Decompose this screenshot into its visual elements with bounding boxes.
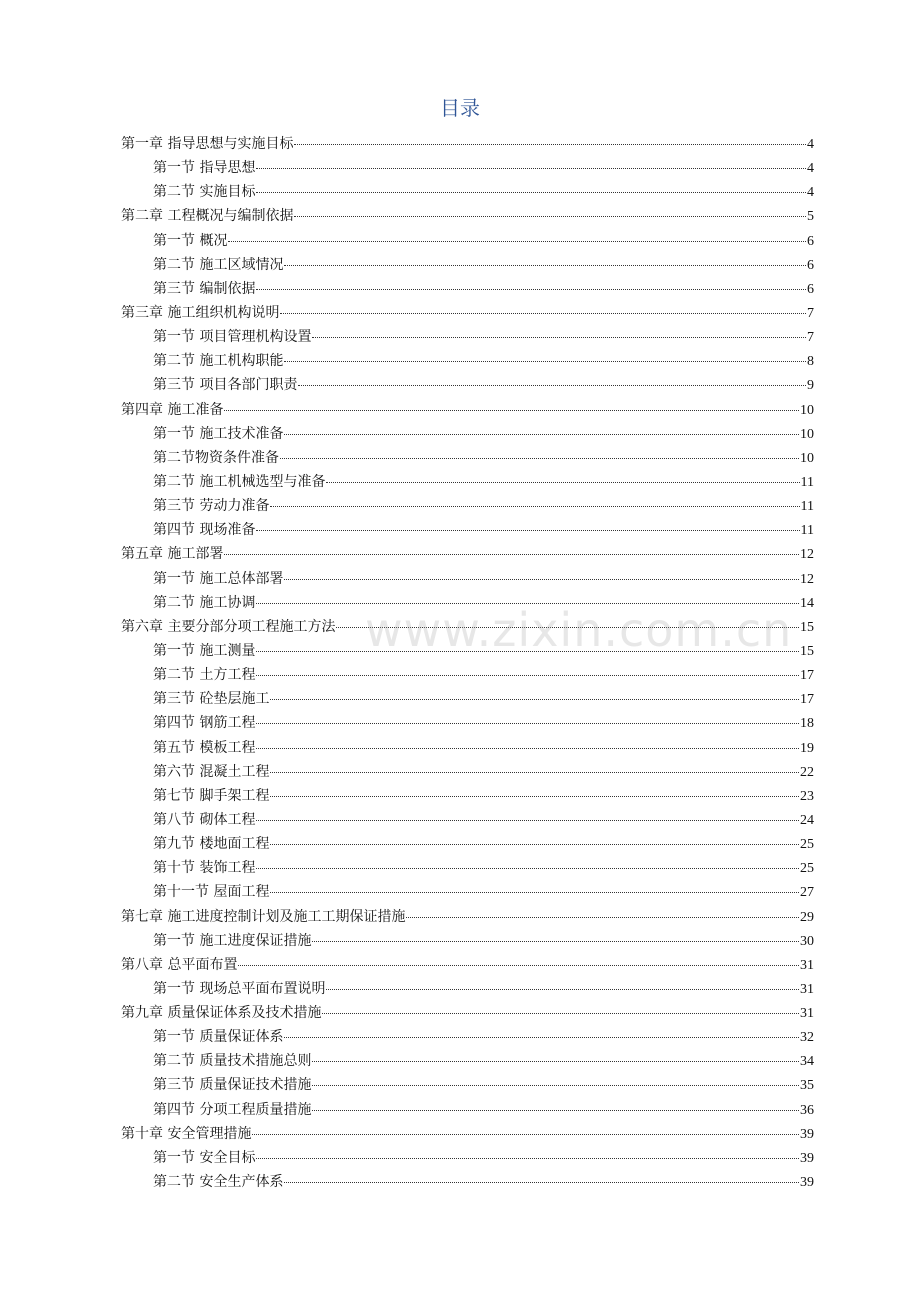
- toc-entry-label: 第四节 钢筋工程: [153, 715, 256, 732]
- toc-entry-label: 第十节 装饰工程: [153, 860, 256, 877]
- toc-entry-label: 第一节 施工总体部署: [153, 570, 284, 587]
- toc-chapter-entry[interactable]: [121, 1001, 814, 1025]
- toc-page-number: 31: [800, 1006, 814, 1022]
- toc-dot-leader: [256, 667, 799, 676]
- toc-page-number: 5: [807, 209, 814, 225]
- toc-section-entry[interactable]: [121, 253, 814, 277]
- toc-page-number: 12: [800, 571, 814, 587]
- toc-entry-label: 第五节 模板工程: [153, 739, 256, 756]
- toc-entry-label: 第一节 指导思想: [153, 160, 256, 177]
- toc-dot-leader: [406, 909, 799, 918]
- toc-section-entry[interactable]: [121, 180, 814, 204]
- toc-page-number: 14: [800, 595, 814, 611]
- toc-entry-label: 第九节 楼地面工程: [153, 836, 270, 853]
- toc-section-entry[interactable]: [121, 1049, 814, 1073]
- toc-entry-label: 第七节 脚手架工程: [153, 787, 270, 804]
- toc-dot-leader: [256, 740, 799, 749]
- toc-page-number: 35: [800, 1078, 814, 1094]
- toc-page-number: 4: [807, 161, 814, 177]
- toc-dot-leader: [326, 981, 799, 990]
- toc-section-entry[interactable]: [121, 856, 814, 880]
- toc-entry-label: 第一节 项目管理机构设置: [153, 329, 312, 346]
- toc-section-entry[interactable]: [121, 784, 814, 808]
- toc-dot-leader: [256, 812, 799, 821]
- toc-page-number: 10: [800, 426, 814, 442]
- toc-section-entry[interactable]: [121, 229, 814, 253]
- toc-dot-leader: [284, 257, 806, 266]
- toc-page-number: 39: [800, 1126, 814, 1142]
- toc-dot-leader: [270, 884, 799, 893]
- toc-section-entry[interactable]: [121, 470, 814, 494]
- toc-chapter-entry[interactable]: [121, 301, 814, 325]
- toc-dot-leader: [252, 1126, 799, 1135]
- toc-page-number: 15: [800, 643, 814, 659]
- toc-section-entry[interactable]: [121, 711, 814, 735]
- toc-page-number: 4: [807, 185, 814, 201]
- toc-entry-label: 第十章 安全管理措施: [121, 1125, 252, 1142]
- toc-dot-leader: [336, 619, 799, 628]
- toc-page-number: 24: [800, 812, 814, 828]
- toc-section-entry[interactable]: [121, 567, 814, 591]
- toc-page-number: 6: [807, 257, 814, 273]
- toc-page-number: 12: [800, 547, 814, 563]
- toc-page-number: 36: [800, 1102, 814, 1118]
- toc-dot-leader: [270, 498, 799, 507]
- table-of-contents: [121, 132, 814, 1194]
- toc-section-entry[interactable]: [121, 494, 814, 518]
- toc-dot-leader: [256, 595, 799, 604]
- toc-section-entry[interactable]: [121, 808, 814, 832]
- toc-section-entry[interactable]: [121, 832, 814, 856]
- toc-dot-leader: [322, 1005, 799, 1014]
- toc-section-entry[interactable]: [121, 663, 814, 687]
- toc-page-number: 8: [807, 354, 814, 370]
- toc-section-entry[interactable]: [121, 736, 814, 760]
- toc-section-entry[interactable]: [121, 518, 814, 542]
- toc-page-number: 39: [800, 1175, 814, 1191]
- toc-entry-label: 第二节 实施目标: [153, 184, 256, 201]
- toc-chapter-entry[interactable]: [121, 204, 814, 228]
- toc-entry-label: 第三节 砼垫层施工: [153, 691, 270, 708]
- toc-chapter-entry[interactable]: [121, 953, 814, 977]
- toc-chapter-entry[interactable]: [121, 615, 814, 639]
- toc-page-number: 15: [800, 619, 814, 635]
- toc-page-number: 30: [800, 933, 814, 949]
- toc-page-number: 32: [800, 1030, 814, 1046]
- toc-section-entry[interactable]: [121, 349, 814, 373]
- toc-entry-label: 第九章 质量保证体系及技术措施: [121, 1005, 322, 1022]
- toc-section-entry[interactable]: [121, 373, 814, 397]
- toc-dot-leader: [294, 136, 806, 145]
- watermark: www.zixin.com.cn: [365, 603, 793, 657]
- toc-dot-leader: [270, 691, 799, 700]
- toc-section-entry[interactable]: [121, 760, 814, 784]
- toc-dot-leader: [284, 353, 806, 362]
- toc-dot-leader: [238, 957, 799, 966]
- toc-chapter-entry[interactable]: [121, 398, 814, 422]
- toc-dot-leader: [256, 160, 806, 169]
- toc-page-number: 17: [800, 668, 814, 684]
- toc-entry-label: 第二节 质量技术措施总则: [153, 1053, 312, 1070]
- toc-page-number: 7: [807, 330, 814, 346]
- toc-page-number: 31: [800, 957, 814, 973]
- toc-section-entry[interactable]: [121, 1073, 814, 1097]
- toc-entry-label: 第八章 总平面布置: [121, 956, 238, 973]
- toc-section-entry[interactable]: [121, 325, 814, 349]
- toc-page-number: 22: [800, 764, 814, 780]
- toc-entry-label: 第二节 施工区域情况: [153, 256, 284, 273]
- toc-entry-label: 第六节 混凝土工程: [153, 763, 270, 780]
- toc-page-number: 23: [800, 788, 814, 804]
- toc-entry-label: 第三节 劳动力准备: [153, 498, 270, 515]
- toc-dot-leader: [256, 1150, 799, 1159]
- toc-dot-leader: [326, 474, 799, 483]
- toc-chapter-entry[interactable]: [121, 905, 814, 929]
- toc-section-entry[interactable]: [121, 446, 814, 470]
- toc-entry-label: 第一章 指导思想与实施目标: [121, 136, 294, 152]
- toc-page-number: 17: [800, 692, 814, 708]
- toc-entry-label: 第二章 工程概况与编制依据: [121, 208, 294, 225]
- toc-page-number: 29: [800, 909, 814, 925]
- toc-dot-leader: [224, 546, 799, 555]
- toc-entry-label: 第二节物资条件准备: [153, 449, 279, 466]
- toc-entry-label: 第三节 编制依据: [153, 280, 256, 297]
- toc-dot-leader: [312, 933, 799, 942]
- toc-section-entry[interactable]: [121, 1025, 814, 1049]
- toc-entry-label: 第四节 现场准备: [153, 522, 256, 539]
- toc-page-number: 9: [807, 378, 814, 394]
- toc-entry-label: 第二节 土方工程: [153, 667, 256, 684]
- toc-dot-leader: [270, 836, 799, 845]
- toc-entry-label: 第四节 分项工程质量措施: [153, 1101, 312, 1118]
- toc-entry-label: 第四章 施工准备: [121, 401, 224, 418]
- toc-page-number: 10: [800, 450, 814, 466]
- toc-page-number: 34: [800, 1054, 814, 1070]
- toc-entry-label: 第一节 安全目标: [153, 1149, 256, 1166]
- toc-page-number: 6: [807, 281, 814, 297]
- toc-entry-label: 第二节 施工机械选型与准备: [153, 473, 326, 490]
- toc-section-entry[interactable]: [121, 156, 814, 180]
- toc-entry-label: 第五章 施工部署: [121, 546, 224, 563]
- toc-section-entry[interactable]: [121, 1170, 814, 1194]
- toc-entry-label: 第一节 概况: [153, 232, 228, 249]
- toc-entry-label: 第十一节 屋面工程: [153, 884, 270, 901]
- toc-dot-leader: [312, 1053, 799, 1062]
- toc-page-number: 19: [800, 740, 814, 756]
- page-title: 目录: [440, 96, 480, 120]
- toc-dot-leader: [256, 522, 799, 531]
- toc-entry-label: 第一节 质量保证体系: [153, 1029, 284, 1046]
- toc-page-number: 11: [800, 499, 814, 515]
- toc-dot-leader: [228, 233, 806, 242]
- toc-chapter-entry[interactable]: [121, 132, 814, 156]
- toc-section-entry[interactable]: [121, 1146, 814, 1170]
- toc-dot-leader: [284, 1029, 799, 1038]
- toc-dot-leader: [256, 184, 806, 193]
- toc-section-entry[interactable]: [121, 422, 814, 446]
- toc-dot-leader: [280, 450, 799, 459]
- toc-entry-label: 第三节 项目各部门职责: [153, 377, 298, 394]
- toc-page-number: 31: [800, 981, 814, 997]
- toc-entry-label: 第二节 安全生产体系: [153, 1174, 284, 1191]
- toc-page-number: 18: [800, 716, 814, 732]
- toc-chapter-entry[interactable]: [121, 542, 814, 566]
- toc-section-entry[interactable]: [121, 977, 814, 1001]
- toc-section-entry[interactable]: [121, 687, 814, 711]
- toc-dot-leader: [312, 1102, 799, 1111]
- toc-section-entry[interactable]: [121, 639, 814, 663]
- toc-dot-leader: [256, 281, 806, 290]
- toc-dot-leader: [284, 571, 799, 580]
- toc-entry-label: 第三节 质量保证技术措施: [153, 1077, 312, 1094]
- toc-entry-label: 第二节 施工机构职能: [153, 353, 284, 370]
- toc-page-number: 39: [800, 1150, 814, 1166]
- toc-page-number: 6: [807, 233, 814, 249]
- toc-dot-leader: [270, 764, 799, 773]
- toc-section-entry[interactable]: [121, 929, 814, 953]
- toc-dot-leader: [256, 715, 799, 724]
- toc-entry-label: 第一节 施工进度保证措施: [153, 932, 312, 949]
- toc-page-number: 4: [807, 137, 814, 152]
- toc-entry-label: 第六章 主要分部分项工程施工方法: [121, 618, 336, 635]
- toc-section-entry[interactable]: [121, 880, 814, 904]
- toc-page-number: 11: [800, 523, 814, 539]
- toc-dot-leader: [284, 426, 799, 435]
- toc-dot-leader: [298, 377, 806, 386]
- toc-page-number: 25: [800, 837, 814, 853]
- toc-section-entry[interactable]: [121, 591, 814, 615]
- toc-page-number: 11: [800, 474, 814, 490]
- toc-dot-leader: [312, 1077, 799, 1086]
- toc-page-number: 7: [807, 305, 814, 321]
- toc-dot-leader: [224, 402, 799, 411]
- toc-entry-label: 第一节 施工技术准备: [153, 425, 284, 442]
- toc-entry-label: 第一节 现场总平面布置说明: [153, 980, 326, 997]
- toc-dot-leader: [256, 860, 799, 869]
- toc-dot-leader: [294, 208, 806, 217]
- toc-entry-label: 第七章 施工进度控制计划及施工工期保证措施: [121, 908, 406, 925]
- toc-page-number: 10: [800, 402, 814, 418]
- toc-chapter-entry[interactable]: [121, 1122, 814, 1146]
- toc-entry-label: 第二节 施工协调: [153, 594, 256, 611]
- toc-entry-label: 第八节 砌体工程: [153, 811, 256, 828]
- toc-entry-label: 第三章 施工组织机构说明: [121, 304, 280, 321]
- toc-dot-leader: [270, 788, 799, 797]
- toc-page-number: 25: [800, 861, 814, 877]
- toc-entry-label: 第一节 施工测量: [153, 642, 256, 659]
- toc-section-entry[interactable]: [121, 277, 814, 301]
- toc-dot-leader: [280, 305, 806, 314]
- toc-dot-leader: [284, 1174, 799, 1183]
- toc-dot-leader: [312, 329, 806, 338]
- toc-dot-leader: [256, 643, 799, 652]
- toc-page-number: 27: [800, 885, 814, 901]
- toc-section-entry[interactable]: [121, 1098, 814, 1122]
